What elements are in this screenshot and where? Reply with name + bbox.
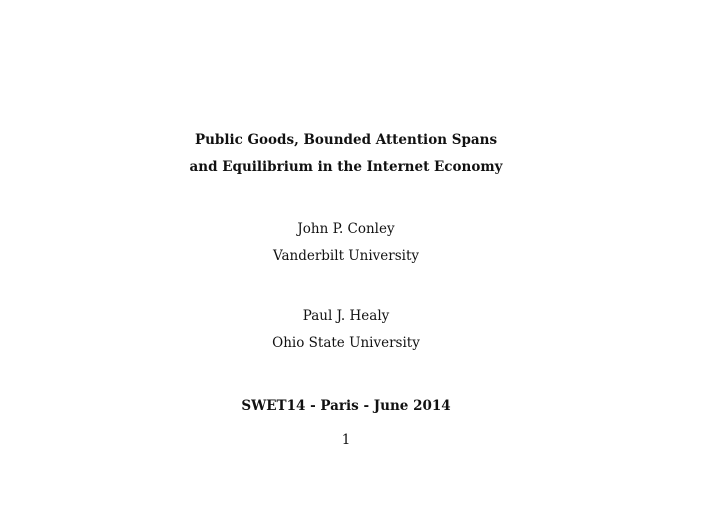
author-1-affiliation: Vanderbilt University (272, 248, 420, 264)
author-2-affiliation: Ohio State University (272, 335, 420, 351)
page-number: 1 (341, 432, 351, 448)
title-line-1: Public Goods, Bounded Attention Spans (194, 132, 498, 148)
title-line-2: and Equilibrium in the Internet Economy (189, 159, 503, 175)
author-2-name: Paul J. Healy (302, 308, 390, 324)
author-1-name: John P. Conley (297, 221, 395, 237)
event-line: SWET14 - Paris - June 2014 (241, 398, 451, 414)
